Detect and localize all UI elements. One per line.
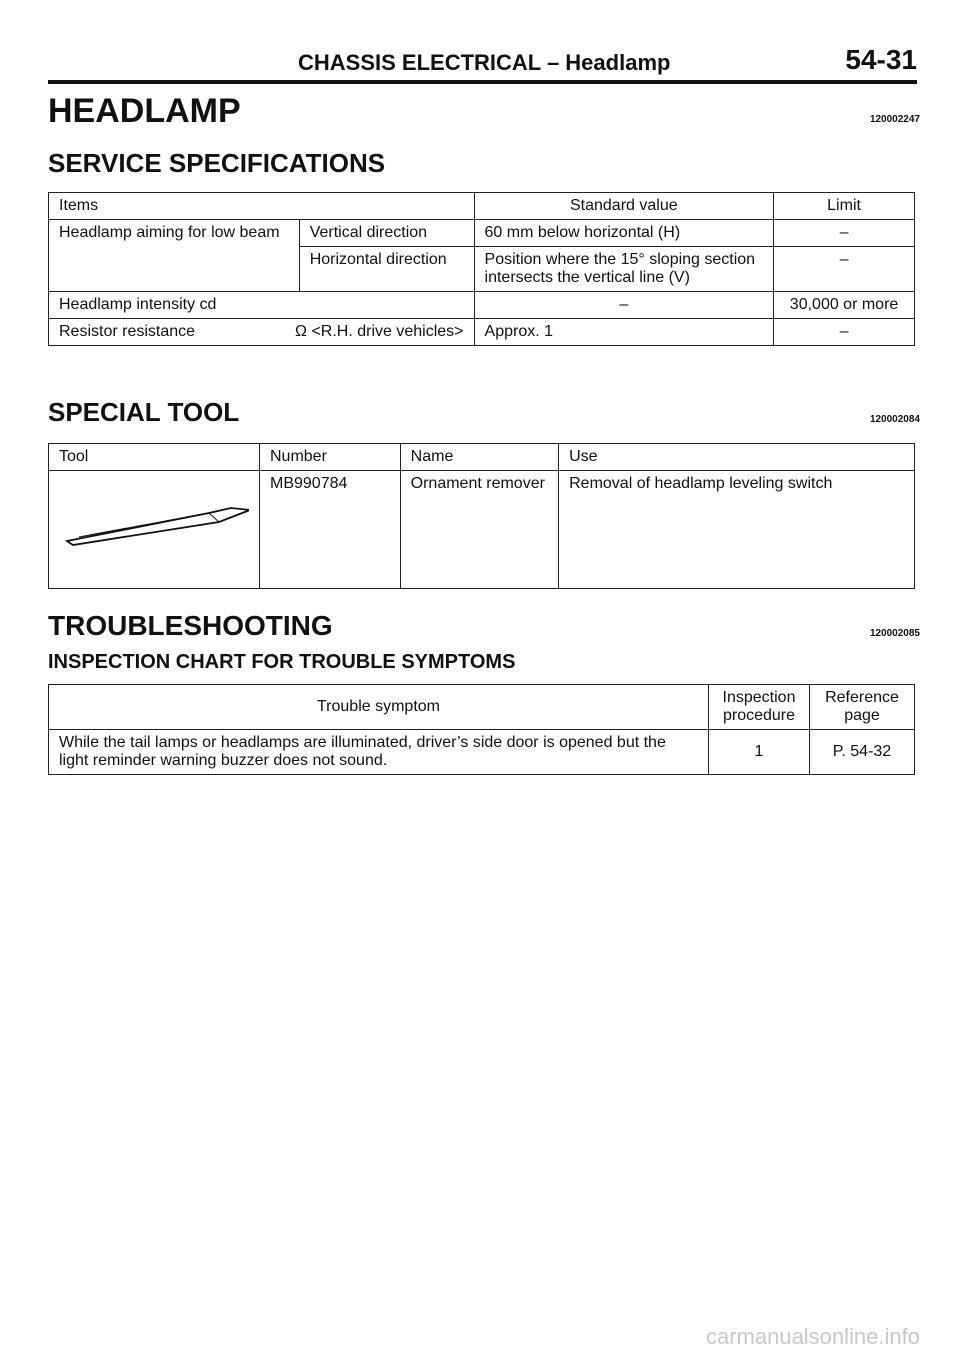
inspection-chart-title: INSPECTION CHART FOR TROUBLE SYMPTOMS: [48, 651, 516, 673]
page-number: 54-31: [845, 44, 917, 75]
table-row: [49, 730, 915, 775]
cell-procedure: 1: [709, 730, 810, 775]
header-limit: Limit: [774, 193, 915, 220]
table-row: [49, 292, 915, 319]
cell-item: Headlamp aiming for low beam: [49, 220, 300, 292]
cell-number: MB990784: [260, 471, 401, 589]
header-symptom: Trouble symptom: [49, 685, 709, 730]
section-title: HEADLAMP: [48, 92, 241, 130]
cell-standard: Position where the 15° sloping section intersects the vertical line (V): [474, 247, 774, 292]
cell-standard: 60 mm below horizontal (H): [474, 220, 774, 247]
footer-watermark: carmanualsonline.info: [705, 1324, 920, 1349]
cell-standard: Approx. 1: [474, 319, 774, 346]
header-number: Number: [260, 444, 401, 471]
cell-limit: 30,000 or more: [774, 292, 915, 319]
cell-item: Resistor resistance: [59, 323, 196, 340]
header-tool: Tool: [49, 444, 260, 471]
service-specs-table: [48, 192, 915, 346]
cell-name: Ornament remover: [400, 471, 558, 589]
header-items: Items: [49, 193, 475, 220]
table-header-row: [49, 685, 915, 730]
header-use: Use: [559, 444, 915, 471]
cell-limit: –: [774, 319, 915, 346]
troubleshooting-title: TROUBLESHOOTING: [48, 610, 333, 641]
table-row: [49, 471, 915, 589]
cell-symptom: While the tail lamps or headlamps are illuminated, driver’s side door is opened but the light reminder warning buzzer does not sound.: [49, 730, 709, 775]
cell-limit: –: [774, 220, 915, 247]
troubleshooting-code: 120002085: [869, 628, 920, 639]
table-header-row: [49, 193, 915, 220]
header-standard: Standard value: [474, 193, 774, 220]
cell-unit: Ω <R.H. drive vehicles>: [295, 323, 464, 340]
cell-sub: Horizontal direction: [299, 247, 474, 292]
service-specs-title: SERVICE SPECIFICATIONS: [48, 148, 386, 178]
cell-use: Removal of headlamp leveling switch: [559, 471, 915, 589]
special-tool-table: [48, 443, 915, 589]
tool-illustration-cell: [49, 471, 260, 589]
cell-sub: Vertical direction: [299, 220, 474, 247]
cell-reference: P. 54-32: [810, 730, 915, 775]
cell-item: Headlamp intensity cd: [49, 292, 475, 319]
table-row: [49, 319, 915, 346]
table-row: [49, 220, 915, 247]
page-header: [48, 44, 917, 84]
table-header-row: [49, 444, 915, 471]
header-procedure: Inspection procedure: [709, 685, 810, 730]
special-tool-code: 120002084: [869, 414, 920, 425]
section-code: 120002247: [869, 114, 920, 125]
cell-item-with-unit: [49, 319, 475, 346]
header-title: CHASSIS ELECTRICAL – Headlamp: [298, 50, 671, 75]
header-reference: Reference page: [810, 685, 915, 730]
inspection-chart-table: [48, 684, 915, 775]
cell-limit: –: [774, 247, 915, 292]
cell-standard: –: [474, 292, 774, 319]
ornament-remover-icon: [59, 475, 249, 555]
special-tool-title: SPECIAL TOOL: [48, 397, 240, 427]
header-name: Name: [400, 444, 558, 471]
